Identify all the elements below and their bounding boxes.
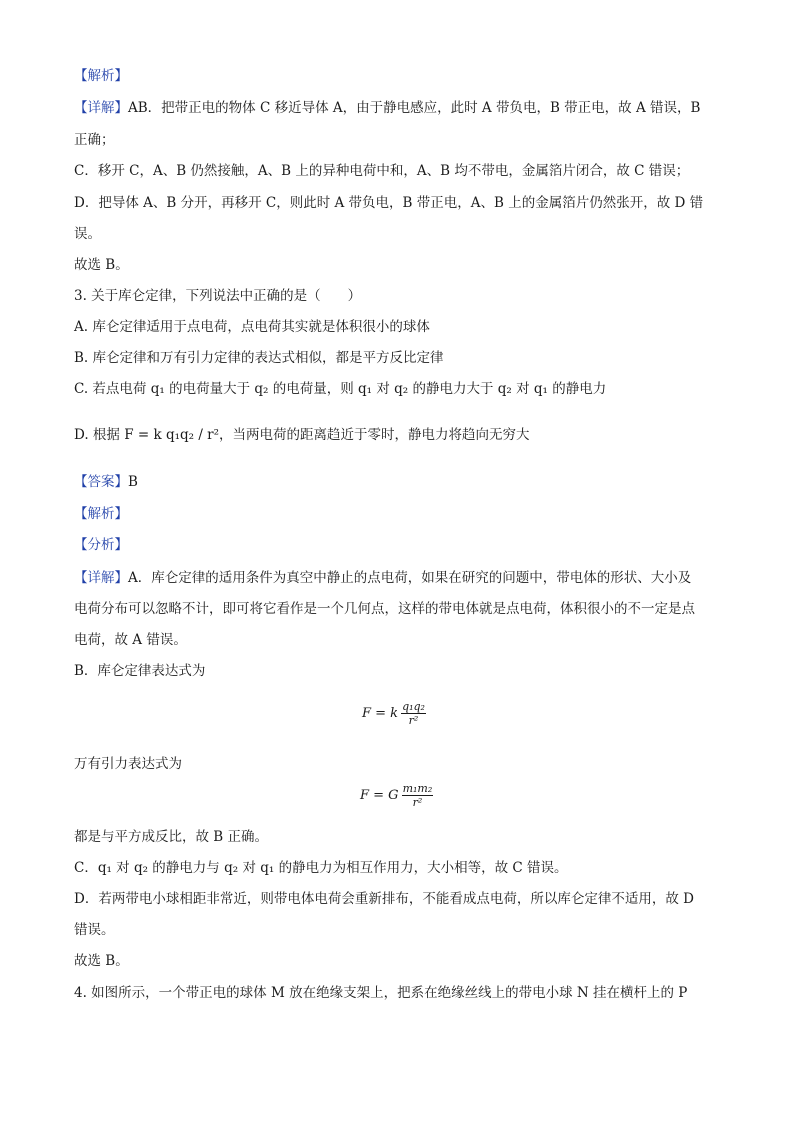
text-line: C．q₁ 对 q₂ 的静电力与 q₂ 对 q₁ 的静电力为相互作用力，大小相等，故 C 错误。 xyxy=(74,860,568,876)
text-line: 电荷，故 A 错误。 xyxy=(74,632,187,648)
option-c: C. 若点电荷 q₁ 的电荷量大于 q₂ 的电荷量，则 q₁ 对 q₂ 的静电力大于 q₂ 对 q₁ 的静电力 xyxy=(74,381,607,397)
option-a: A. 库仑定律适用于点电荷，点电荷其实就是体积很小的球体 xyxy=(74,319,430,335)
text-line: 都是与平方成反比，故 B 正确。 xyxy=(74,829,269,845)
answer-line: 【答案】B xyxy=(74,474,138,490)
text-line: 误。 xyxy=(74,226,101,242)
text-line: 故选 B。 xyxy=(74,257,129,273)
gravity-equation: F = G $\frac{\text{m₁m₂}}{\text{r²}}$ xyxy=(360,782,433,809)
text-line: 电荷分布可以忽略不计，即可将它看作是一个几何点，这样的带电体就是点电荷，体积很小的不一定是点 xyxy=(74,601,695,617)
section-label-analysis: 【解析】 xyxy=(74,506,128,522)
text-line: 【详解】A．库仑定律的适用条件为真空中静止的点电荷，如果在研究的问题中，带电体的形状、大小及 xyxy=(74,570,692,586)
option-d: D. 根据 F = k q₁q₂ / r²，当两电荷的距离趋近于零时，静电力将趋向无穷大 xyxy=(74,427,530,443)
text-line: 万有引力表达式为 xyxy=(74,756,182,772)
option-b: B. 库仑定律和万有引力定律的表达式相似，都是平方反比定律 xyxy=(74,350,444,366)
text-line: 错误。 xyxy=(74,922,115,938)
question-3-stem: 3. 关于库仑定律，下列说法中正确的是（ ） xyxy=(74,288,362,304)
text-line: 故选 B。 xyxy=(74,953,129,969)
text-line: B．库仑定律表达式为 xyxy=(74,663,206,679)
text-line: C．移开 C，A、B 仍然接触，A、B 上的异种电荷中和，A、B 均不带电，金属箔片闭合，故 C 错误； xyxy=(74,163,690,179)
text-line: D．把导体 A、B 分开，再移开 C，则此时 A 带负电，B 带正电，A、B 上的金属箔片仍然张开，故 D 错 xyxy=(74,195,704,211)
section-label-breakdown: 【分析】 xyxy=(74,537,128,553)
coulomb-equation: F = k $\frac{\text{q₁q₂}}{\text{r²}}$ xyxy=(362,700,425,727)
question-4-stem: 4. 如图所示，一个带正电的球体 M 放在绝缘支架上，把系在绝缘丝线上的带电小球 N 挂在横杆上的 P xyxy=(74,985,688,1001)
text-line: 正确； xyxy=(74,132,115,148)
text-line: 【详解】AB．把带正电的物体 C 移近导体 A，由于静电感应，此时 A 带负电，B 带正电，故 A 错误，B xyxy=(74,100,701,116)
text-line: D．若两带电小球相距非常近，则带电体电荷会重新排布，不能看成点电荷，所以库仑定律不适用，故 D xyxy=(74,891,694,907)
section-label-analysis: 【解析】 xyxy=(74,68,128,84)
